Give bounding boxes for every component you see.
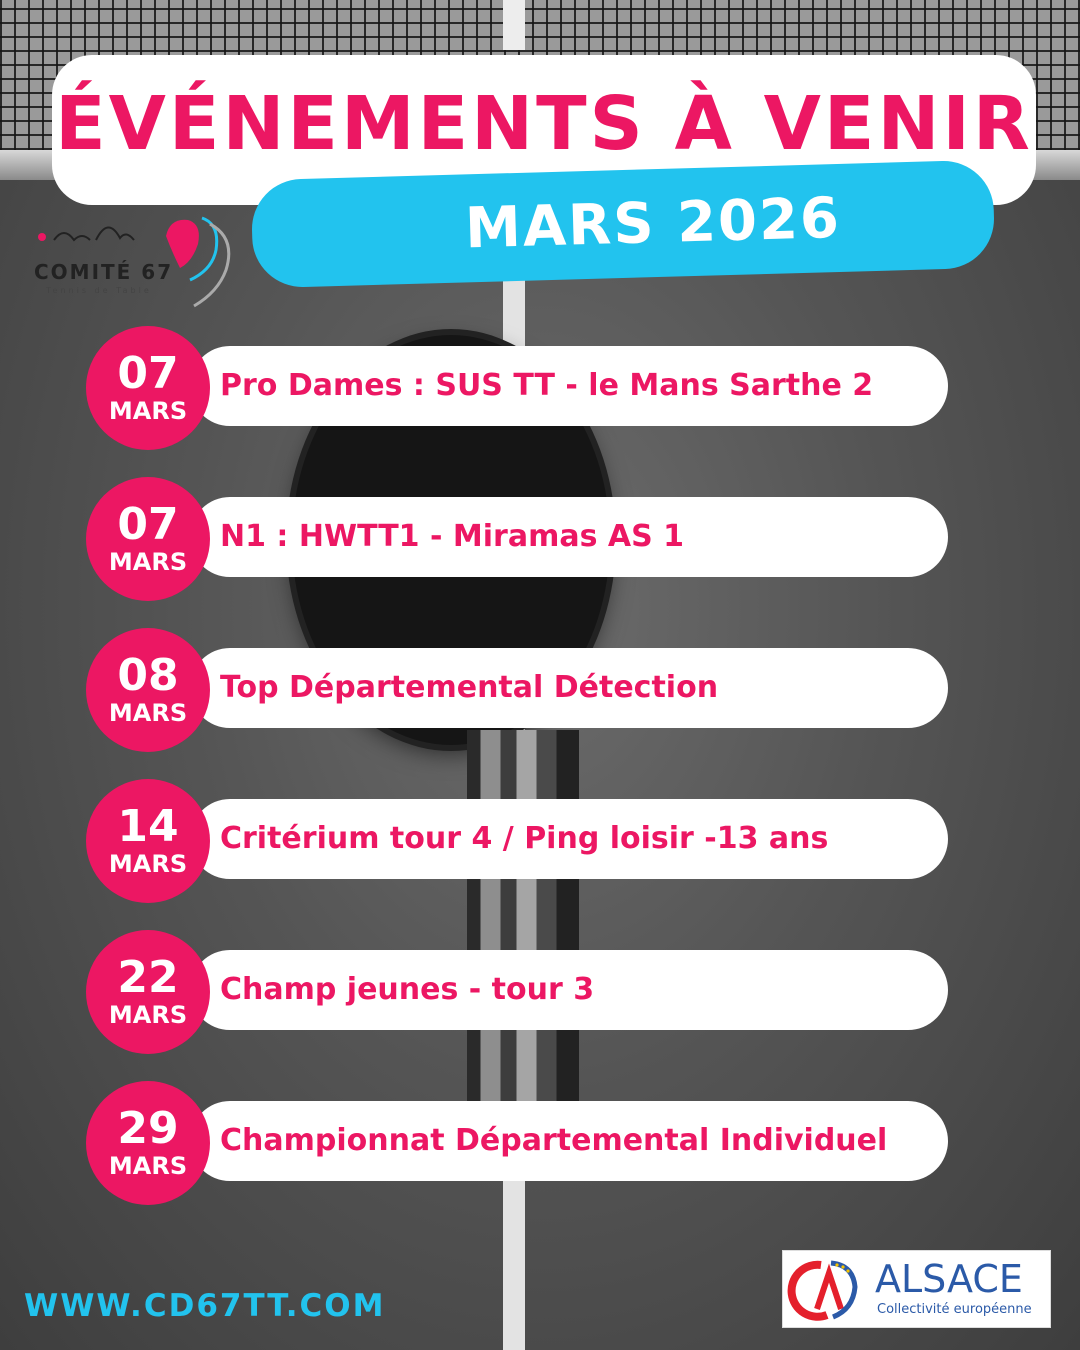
event-month: MARS [108,850,188,878]
sponsor-name: ALSACE [875,1257,1023,1301]
event-title: Championnat Départemental Individuel [220,1123,888,1158]
list-item [0,779,1080,904]
list-item [0,326,1080,451]
event-month: MARS [108,699,188,727]
date-badge [86,628,210,752]
event-title: Champ jeunes - tour 3 [220,972,595,1007]
event-month: MARS [108,397,188,425]
event-month: MARS [108,1001,188,1029]
event-day: 07 [117,499,179,550]
event-title: Pro Dames : SUS TT - le Mans Sarthe 2 [220,368,874,403]
date-badge [86,930,210,1054]
event-title: N1 : HWTT1 - Miramas AS 1 [220,519,685,554]
event-month: MARS [108,548,188,576]
date-badge [86,779,210,903]
event-day: 22 [117,952,179,1003]
event-day: 08 [117,650,179,701]
month-label: MARS 2026 [464,185,842,261]
date-badge [86,1081,210,1205]
list-item [0,1081,1080,1206]
list-item [0,477,1080,602]
event-title: Top Départemental Détection [220,670,719,705]
logo-name: COMITÉ 67 [34,260,174,284]
alsace-emblem-icon [787,1257,867,1321]
date-badge [86,326,210,450]
event-day: 14 [117,801,179,852]
list-item [0,628,1080,753]
alsace-sponsor-logo [782,1250,1051,1328]
logo-tagline: Tennis de Table [46,286,152,295]
event-day: 29 [117,1103,179,1154]
sponsor-tagline: Collectivité européenne [877,1302,1032,1317]
list-item [0,930,1080,1055]
date-badge [86,477,210,601]
page-title: ÉVÉNEMENTS À VENIR [55,81,1033,167]
website-link[interactable]: WWW.CD67TT.COM [24,1288,386,1324]
event-title: Critérium tour 4 / Ping loisir -13 ans [220,821,829,856]
event-month: MARS [108,1152,188,1180]
event-day: 07 [117,348,179,399]
